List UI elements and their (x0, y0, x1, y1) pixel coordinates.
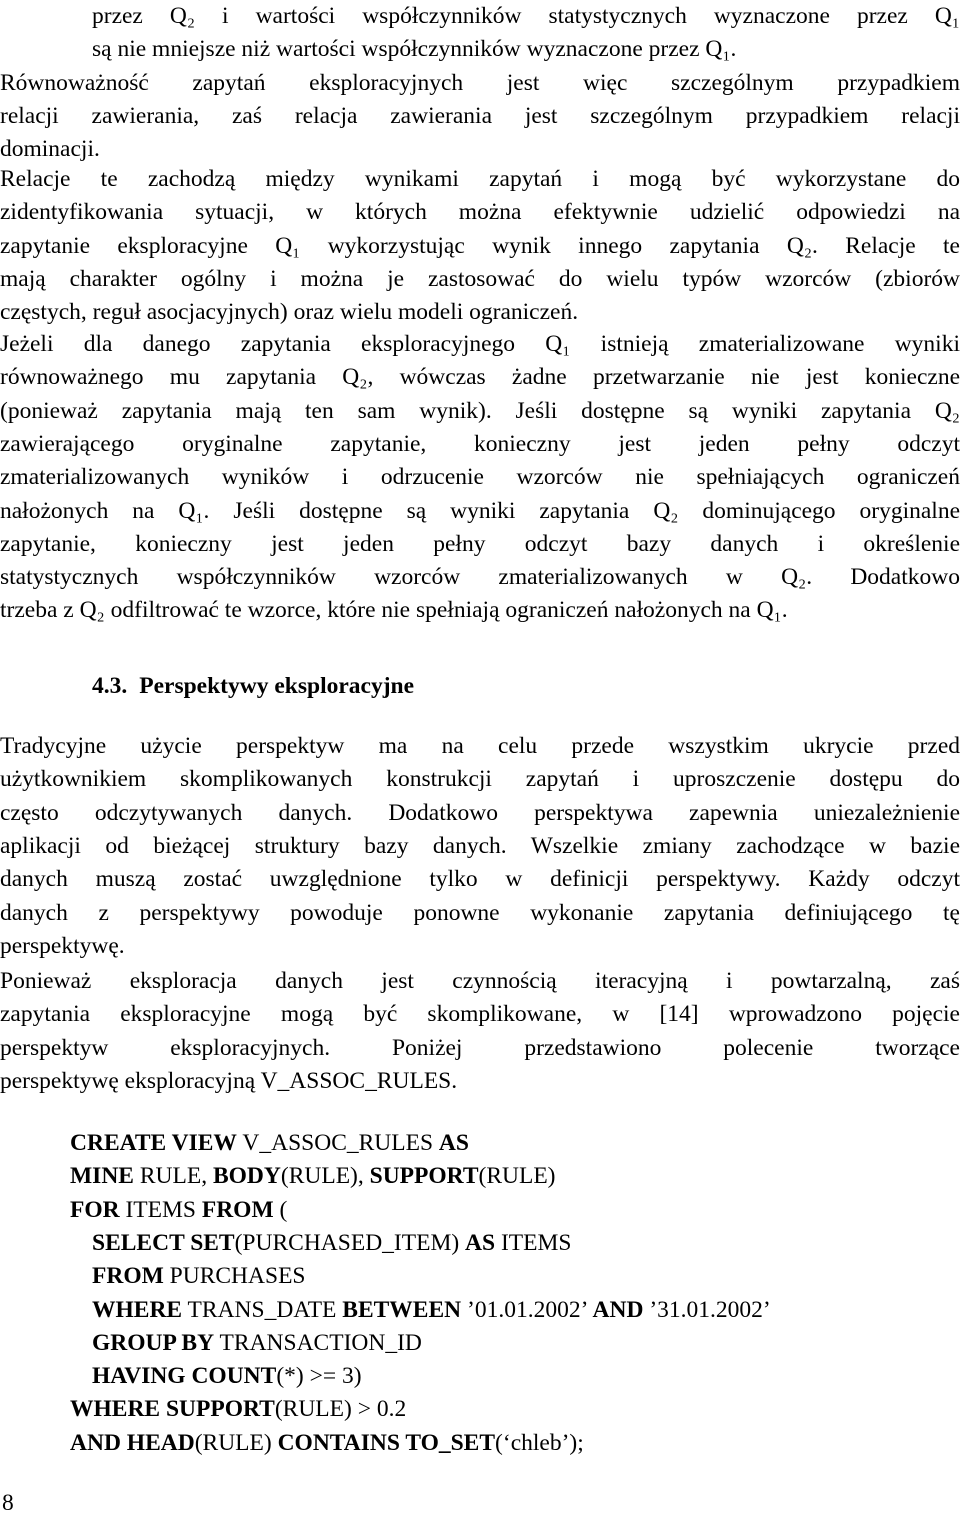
sql-keyword: SUPPORT (369, 1163, 479, 1190)
sql-text: ’31.01.2002’ (643, 1296, 771, 1323)
sql-code-line (70, 1194, 287, 1227)
sql-keyword: AS (465, 1229, 496, 1256)
sql-text: (*) >= 3) (276, 1363, 362, 1390)
sql-text: TRANSACTION_ID (214, 1329, 422, 1356)
sql-text: ( (273, 1196, 288, 1223)
paragraph-perspectives-intro-line: często odczytywanych danych. Dodatkowo perspektywa zapewnia uniezależnienie (0, 799, 960, 826)
sql-text: (RULE) (478, 1163, 556, 1190)
sql-keyword: FROM (92, 1263, 164, 1290)
sql-code-line (70, 1393, 406, 1426)
sql-text: V_ASSOC_RULES (236, 1130, 439, 1156)
paragraph-materialized-line: równoważnego mu zapytania Q₂, wówczas żadne przetwarzanie nie jest konieczne (0, 364, 960, 391)
sql-text: (PURCHASED_ITEM) (234, 1229, 466, 1256)
sql-text: TRANS_DATE (182, 1296, 343, 1323)
sql-code-line (92, 1294, 771, 1327)
paragraph-perspectives-intro-line: Tradycyjne użycie perspektyw ma na celu przede wszystkim ukrycie przed (0, 733, 960, 759)
sql-text: (RULE) > 0.2 (274, 1396, 407, 1423)
paragraph-materialized-line: trzeba z Q₂ odfiltrować te wzorce, które nie spełniają ograniczeń nałożonych na Q₁. (0, 597, 788, 624)
page-number: 8 (2, 1490, 14, 1516)
sql-keyword: CONTAINS TO_SET (277, 1429, 496, 1456)
sql-code-line (92, 1227, 571, 1260)
paragraph-perspectives-intro-line: danych muszą zostać uwzględnione tylko w definicji perspektywy. Każdy odczyt (0, 866, 960, 893)
paragraph-perspectives-intro-line: aplikacji od bieżącej struktury bazy danych. Wszelkie zmiany zachodzące w bazie (0, 832, 960, 859)
section-number: 4.3. (92, 673, 128, 699)
paragraph-materialized-line: Jeżeli dla danego zapytania eksploracyjnego Q₁ istnieją zmaterializowane wyniki (0, 331, 960, 357)
sql-keyword: WHERE (92, 1296, 183, 1323)
sql-text: (RULE) (194, 1429, 278, 1456)
paragraph-materialized-line: zapytanie, konieczny jest jeden pełny odczyt bazy danych i określenie (0, 530, 960, 557)
sql-keyword: BETWEEN (342, 1296, 462, 1323)
paragraph-equivalence-line: są nie mniejsze niż wartości współczynników wyznaczone przez Q₁. (92, 36, 737, 63)
sql-keyword: SELECT SET (92, 1229, 235, 1256)
paragraph-materialized-line: zawierającego oryginalne zapytanie, konieczny jest jeden pełny odczyt (0, 430, 960, 457)
sql-keyword: CREATE VIEW (70, 1130, 237, 1156)
sql-code-line (70, 1127, 469, 1160)
paragraph-equivalence-line: przez Q₂ i wartości współczynników statystycznych wyznaczone przez Q₁ (92, 3, 960, 29)
paragraph-materialized-line: zmaterializowanych wyników i odrzucenie wzorców nie spełniających ograniczeń (0, 464, 960, 491)
section-heading (92, 670, 960, 703)
paragraph-relations-line: zapytanie eksploracyjne Q₁ wykorzystując wynik innego zapytania Q₂. Relacje te (0, 232, 960, 259)
sql-keyword: AND (592, 1296, 644, 1323)
sql-code-line (92, 1260, 306, 1293)
section-title: Perspektywy eksploracyjne (139, 673, 415, 699)
paragraph-exploration-views-line: zapytania eksploracyjne mogą być skomplikowane, w [14] wprowadzono pojęcie (0, 1001, 960, 1028)
sql-text: RULE, (133, 1163, 213, 1190)
sql-keyword: AND HEAD (70, 1429, 195, 1456)
paragraph-exploration-views-line: perspektyw eksploracyjnych. Poniżej przedstawiono polecenie tworzące (0, 1034, 960, 1061)
paragraph-exploration-views-line: Ponieważ eksploracja danych jest czynnością iteracyjną i powtarzalną, zaś (0, 968, 960, 994)
paragraph-materialized-line: (ponieważ zapytania mają ten sam wynik). Jeśli dostępne są wyniki zapytania Q₂ (0, 397, 960, 424)
sql-text: ITEMS (495, 1229, 572, 1256)
paragraph-perspectives-intro-line: danych z perspektywy powoduje ponowne wykonanie zapytania definiującego tę (0, 899, 960, 926)
sql-keyword: BODY (212, 1163, 281, 1190)
paragraph-exploration-views-line: perspektywę eksploracyjną V_ASSOC_RULES. (0, 1067, 458, 1094)
paragraph-perspectives-intro-line: perspektywę. (0, 932, 125, 959)
sql-code-line (70, 1427, 584, 1460)
paragraph-materialized-line: statystycznych współczynników wzorców zmaterializowanych w Q₂. Dodatkowo (0, 564, 960, 591)
paragraph-equivalence-line: Równoważność zapytań eksploracyjnych jest więc szczególnym przypadkiem (0, 69, 960, 96)
sql-text: (‘chleb’); (495, 1429, 584, 1456)
sql-text: ’01.01.2002’ (461, 1296, 593, 1323)
sql-code-line (92, 1327, 422, 1360)
paragraph-equivalence-line: relacji zawierania, zaś relacja zawierania jest szczególnym przypadkiem relacji (0, 102, 960, 129)
sql-keyword: FOR (70, 1196, 120, 1223)
paragraph-relations-line: częstych, reguł asocjacyjnych) oraz wielu modeli ograniczeń. (0, 299, 579, 326)
sql-code-line (92, 1360, 362, 1393)
sql-keyword: WHERE SUPPORT (70, 1396, 275, 1423)
paragraph-relations-line: Relacje te zachodzą między wynikami zapytań i mogą być wykorzystane do (0, 166, 960, 192)
paragraph-materialized-line: nałożonych na Q₁. Jeśli dostępne są wyniki zapytania Q₂ dominującego oryginalne (0, 497, 960, 524)
sql-keyword: GROUP BY (92, 1329, 215, 1356)
sql-keyword: FROM (201, 1196, 274, 1223)
sql-keyword: AS (438, 1130, 469, 1156)
paragraph-equivalence-line: dominacji. (0, 136, 100, 163)
paragraph-relations-line: mają charakter ogólny i można je zastosować do wielu typów wzorców (zbiorów (0, 265, 960, 292)
sql-keyword: MINE (70, 1163, 134, 1190)
sql-text: ITEMS (119, 1196, 202, 1223)
sql-code-line (70, 1160, 556, 1193)
sql-text: (RULE), (280, 1163, 370, 1190)
paragraph-perspectives-intro-line: użytkownikiem skomplikowanych konstrukcji zapytań i uproszczenie dostępu do (0, 766, 960, 793)
paragraph-relations-line: zidentyfikowania sytuacji, w których można efektywnie udzielić odpowiedzi na (0, 199, 960, 226)
sql-keyword: HAVING COUNT (92, 1363, 277, 1390)
sql-text: PURCHASES (163, 1263, 306, 1290)
